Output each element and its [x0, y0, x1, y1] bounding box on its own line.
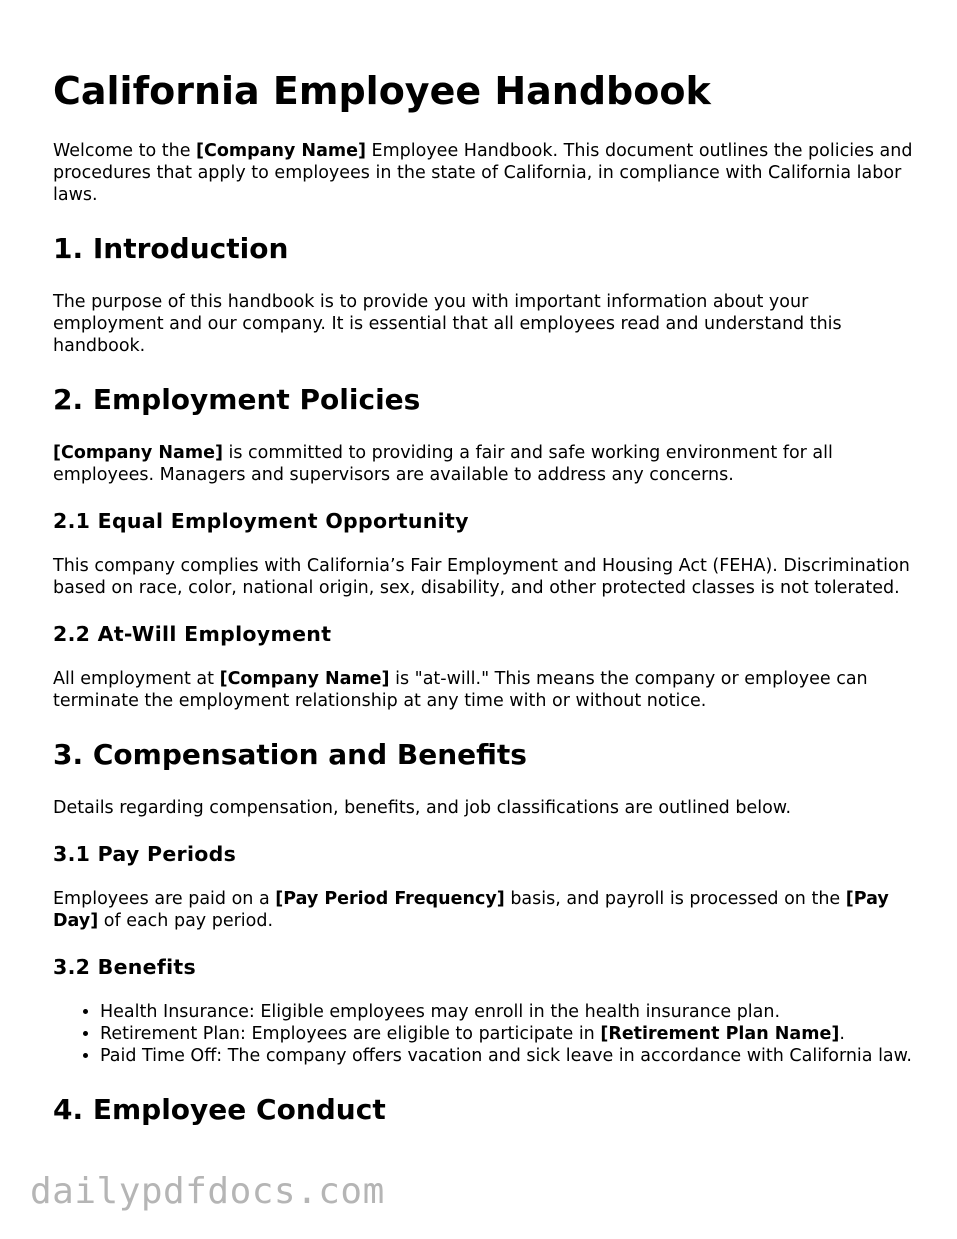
list-item: • Health Insurance: Eligible employees may enroll in the health insurance plan. [100, 1001, 913, 1023]
section-2-2-heading: 2.2 At-Will Employment [53, 622, 332, 646]
section-3-1-text [53, 888, 913, 932]
intro-paragraph [53, 140, 913, 206]
section-4-heading: 4. Employee Conduct [53, 1093, 386, 1126]
list-item: • Paid Time Off: The company offers vacation and sick leave in accordance with California law. [100, 1045, 913, 1067]
document-title: California Employee Handbook [53, 69, 711, 113]
retirement-plan-placeholder: [Retirement Plan Name] [600, 1024, 840, 1044]
pay-period-frequency-placeholder: [Pay Period Frequency] [275, 889, 505, 909]
section-2-2-text-end: is "at-will." This means the company or employee can terminate the employment relationship at any time with or without notice. [53, 669, 868, 711]
list-item-text: Retirement Plan: Employees are eligible to participate in [100, 1024, 601, 1044]
section-2-body: is committed to providing a fair and safe working environment for all employees. Managers and supervisors are available to address any concerns. [53, 443, 833, 485]
section-3-2-heading: 3.2 Benefits [53, 955, 197, 979]
section-3-heading: 3. Compensation and Benefits [53, 738, 527, 771]
list-item [100, 1023, 913, 1045]
section-3-text: Details regarding compensation, benefits, and job classifications are outlined below. [53, 798, 792, 818]
section-2-heading: 2. Employment Policies [53, 383, 421, 416]
section-2-2-text [53, 668, 913, 712]
list-item-punctuation: . [839, 1024, 845, 1044]
intro-text-start: Welcome to the [53, 141, 197, 161]
section-3-1-text-end: of each pay period. [98, 911, 274, 931]
section-2-2-text-start: All employment at [53, 669, 220, 689]
company-name-placeholder: [Company Name] [53, 443, 223, 463]
section-1-heading: 1. Introduction [53, 232, 289, 265]
section-1-text: The purpose of this handbook is to provide you with important information about your employment and our company. It is essential that all employees read and understand this handbook. [53, 292, 842, 356]
section-2-1-text: This company complies with California’s Fair Employment and Housing Act (FEHA). Discrimination based on race, color, national origin, sex, disability, and other protected classes is not tolerated. [53, 556, 910, 598]
intro-text-end: Employee Handbook. This document outlines the policies and procedures that apply to employees in the state of California, in compliance with California labor laws. [53, 141, 913, 205]
pay-day-placeholder: [Pay Day] [53, 889, 889, 931]
section-3-1-heading: 3.1 Pay Periods [53, 842, 237, 866]
section-2-1-heading: 2.1 Equal Employment Opportunity [53, 509, 469, 533]
company-name-placeholder: [Company Name] [196, 141, 366, 161]
benefits-list [53, 1001, 913, 1067]
section-3-1-text-start: Employees are paid on a [53, 889, 276, 909]
watermark: dailypdfdocs.com [30, 1171, 385, 1212]
section-2-text [53, 442, 913, 486]
document-page [53, 0, 913, 1127]
section-3-1-text-mid: basis, and payroll is processed on the [504, 889, 846, 909]
company-name-placeholder: [Company Name] [219, 669, 390, 689]
